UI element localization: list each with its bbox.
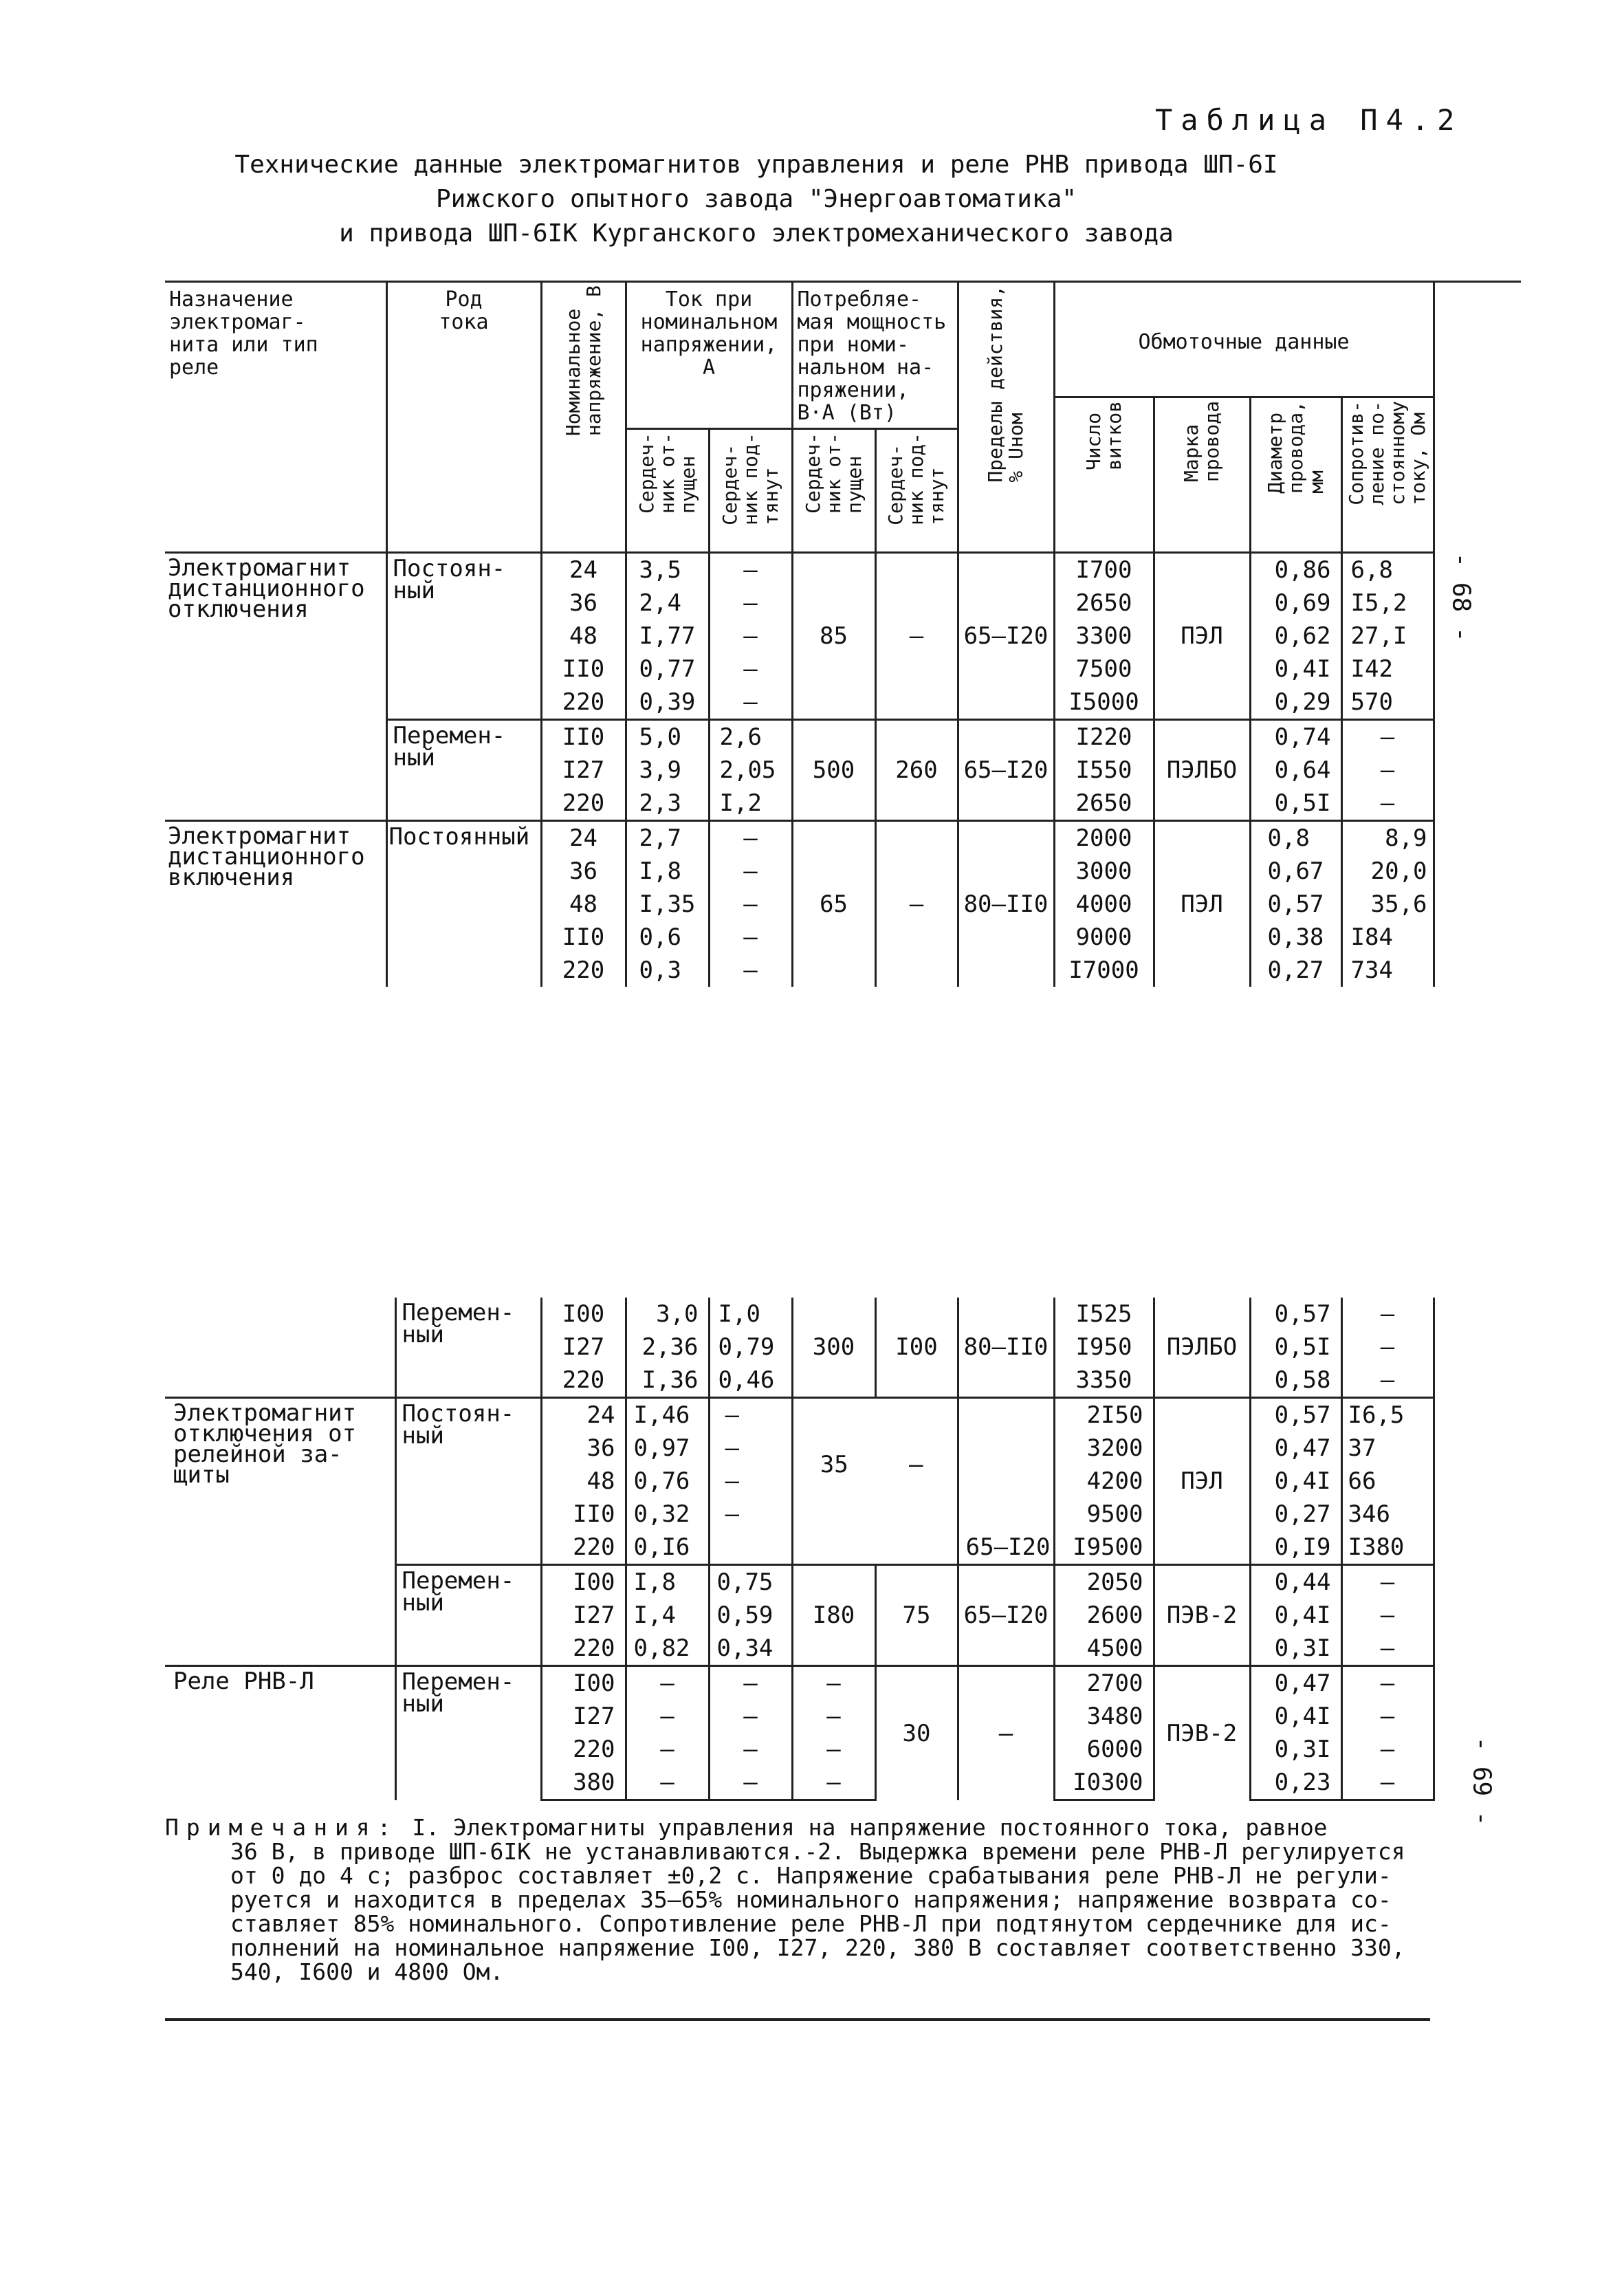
resistance-cell: 734 bbox=[1341, 954, 1434, 987]
diameter-cell: 0,27 bbox=[1250, 954, 1341, 987]
header-resistance: Сопротив- ление по- стоянному току, Ом bbox=[1341, 397, 1434, 553]
turns-cell: 2600 bbox=[1054, 1599, 1154, 1632]
table-row bbox=[165, 1298, 1521, 1331]
current-type-cell: Перемен- ный bbox=[395, 1298, 541, 1398]
header-power: Потребляе- мая мощность при номи- нальном на- пряжении, В·А (Вт) bbox=[792, 282, 958, 429]
current-type-cell: Постоян- ный bbox=[386, 553, 541, 720]
header-winding: Обмоточные данные bbox=[1054, 282, 1434, 397]
limits-cell: 65–I20 bbox=[958, 1565, 1054, 1666]
voltage-cell: I27 bbox=[541, 1599, 626, 1632]
current-open-cell: – bbox=[626, 1666, 709, 1701]
resistance-cell: I5,2 bbox=[1341, 587, 1434, 620]
power-pulled-cell: – bbox=[875, 1398, 958, 1531]
power-open-cell: I80 bbox=[792, 1565, 875, 1666]
voltage-cell: II0 bbox=[541, 653, 626, 686]
limits-cell: 65–I20 bbox=[958, 553, 1054, 720]
data-table-bottom bbox=[165, 1298, 1521, 1801]
turns-cell: 2650 bbox=[1054, 587, 1154, 620]
current-open-cell: – bbox=[626, 1733, 709, 1766]
diameter-cell: 0,29 bbox=[1250, 686, 1341, 720]
current-pulled-cell: – bbox=[709, 954, 792, 987]
current-open-cell: 0,82 bbox=[626, 1632, 709, 1666]
resistance-cell: – bbox=[1341, 1666, 1434, 1701]
diameter-cell: 0,5I bbox=[1250, 787, 1341, 821]
diameter-cell: 0,62 bbox=[1250, 620, 1341, 653]
turns-cell: 2700 bbox=[1054, 1666, 1154, 1701]
current-pulled-cell: 0,75 bbox=[709, 1565, 792, 1599]
current-pulled-cell: – bbox=[709, 1432, 792, 1465]
power-pulled-cell: – bbox=[875, 553, 958, 720]
turns-cell: I950 bbox=[1054, 1331, 1154, 1364]
resistance-cell: – bbox=[1341, 720, 1434, 754]
power-open-cell: – bbox=[792, 1766, 875, 1800]
voltage-cell: 24 bbox=[541, 821, 626, 855]
table-title bbox=[165, 148, 1348, 251]
voltage-cell: I27 bbox=[541, 754, 626, 787]
current-pulled-cell: – bbox=[709, 620, 792, 653]
turns-cell: I525 bbox=[1054, 1298, 1154, 1331]
current-pulled-cell: – bbox=[709, 553, 792, 587]
header-current-type: Род тока bbox=[386, 282, 541, 553]
current-open-cell: 5,0 bbox=[626, 720, 709, 754]
voltage-cell: II0 bbox=[541, 921, 626, 954]
diameter-cell: 0,4I bbox=[1250, 653, 1341, 686]
voltage-cell: 220 bbox=[541, 1364, 626, 1398]
wire-cell: ПЭВ-2 bbox=[1154, 1565, 1250, 1666]
note-line: от 0 до 4 с; разброс составляет ±0,2 с. Напряжение срабатывания реле РНВ-Л не регули- bbox=[230, 1862, 1392, 1889]
diameter-cell: 0,4I bbox=[1250, 1700, 1341, 1733]
note-line: руется и находится в пределах 35–65% номинального напряжения; напряжение возврата со- bbox=[230, 1886, 1392, 1913]
current-open-cell: 0,39 bbox=[626, 686, 709, 720]
diameter-cell: 0,27 bbox=[1250, 1498, 1341, 1531]
page-number-68: - 68 - bbox=[1447, 552, 1475, 642]
power-pulled-cell: 75 bbox=[875, 1565, 958, 1666]
turns-cell: I550 bbox=[1054, 754, 1154, 787]
current-open-cell: 3,0 bbox=[626, 1298, 709, 1331]
current-pulled-cell: – bbox=[709, 1733, 792, 1766]
current-pulled-cell: – bbox=[709, 1398, 792, 1432]
resistance-cell: 8,9 bbox=[1341, 821, 1434, 855]
diameter-cell: 0,69 bbox=[1250, 587, 1341, 620]
diameter-cell: 0,57 bbox=[1250, 1398, 1341, 1432]
current-open-cell: 0,32 bbox=[626, 1498, 709, 1531]
resistance-cell: 66 bbox=[1341, 1465, 1434, 1498]
resistance-cell: 37 bbox=[1341, 1432, 1434, 1465]
turns-cell: 2650 bbox=[1054, 787, 1154, 821]
current-pulled-cell: – bbox=[709, 821, 792, 855]
limits-cell: 65–I20 bbox=[958, 1531, 1054, 1565]
current-type-cell: Постоян- ный bbox=[395, 1398, 541, 1565]
current-open-cell: 0,97 bbox=[626, 1432, 709, 1465]
voltage-cell: I00 bbox=[541, 1565, 626, 1599]
wire-cell: ПЭЛ bbox=[1154, 553, 1250, 720]
turns-cell: 3200 bbox=[1054, 1432, 1154, 1465]
power-open-cell: 65 bbox=[792, 821, 875, 987]
current-open-cell: I,4 bbox=[626, 1599, 709, 1632]
limits-cell: 65–I20 bbox=[958, 720, 1054, 821]
wire-cell: ПЭЛ bbox=[1154, 1398, 1250, 1565]
limits-cell: – bbox=[958, 1666, 1054, 1800]
turns-cell: 7500 bbox=[1054, 653, 1154, 686]
voltage-cell: 24 bbox=[541, 1398, 626, 1432]
current-pulled-cell: 2,6 bbox=[709, 720, 792, 754]
table-row bbox=[165, 821, 1521, 855]
header-wire-brand: Марка провода bbox=[1154, 397, 1250, 553]
diameter-cell: 0,57 bbox=[1250, 888, 1341, 921]
diameter-cell: 0,8 bbox=[1250, 821, 1341, 855]
diameter-cell: 0,57 bbox=[1250, 1298, 1341, 1331]
current-open-cell: 0,77 bbox=[626, 653, 709, 686]
turns-cell: 4000 bbox=[1054, 888, 1154, 921]
turns-cell: 2I50 bbox=[1054, 1398, 1154, 1432]
power-open-cell: 500 bbox=[792, 720, 875, 821]
diameter-cell: 0,5I bbox=[1250, 1331, 1341, 1364]
turns-cell: I5000 bbox=[1054, 686, 1154, 720]
resistance-cell: – bbox=[1341, 1364, 1434, 1398]
current-pulled-cell: – bbox=[709, 653, 792, 686]
resistance-cell: – bbox=[1341, 1565, 1434, 1599]
voltage-cell: 48 bbox=[541, 620, 626, 653]
page-number-69: - 69 - bbox=[1467, 1736, 1496, 1826]
diameter-cell: 0,4I bbox=[1250, 1465, 1341, 1498]
current-pulled-cell: 0,46 bbox=[709, 1364, 792, 1398]
current-pulled-cell: 0,59 bbox=[709, 1599, 792, 1632]
diameter-cell: 0,3I bbox=[1250, 1733, 1341, 1766]
voltage-cell: II0 bbox=[541, 720, 626, 754]
turns-cell: 3350 bbox=[1054, 1364, 1154, 1398]
resistance-cell: – bbox=[1341, 754, 1434, 787]
resistance-cell: I380 bbox=[1341, 1531, 1434, 1565]
voltage-cell: 36 bbox=[541, 587, 626, 620]
header-power-open: Сердеч- ник от- пущен bbox=[792, 429, 875, 553]
voltage-cell: 48 bbox=[541, 888, 626, 921]
header-turns: Число витков bbox=[1054, 397, 1154, 553]
header-current: Ток при номинальном напряжении, А bbox=[626, 282, 792, 429]
voltage-cell: II0 bbox=[541, 1498, 626, 1531]
current-open-cell: 0,6 bbox=[626, 921, 709, 954]
voltage-cell: 220 bbox=[541, 1733, 626, 1766]
header-current-open: Сердеч- ник от- пущен bbox=[626, 429, 709, 553]
voltage-cell: 36 bbox=[541, 855, 626, 888]
diameter-cell: 0,44 bbox=[1250, 1565, 1341, 1599]
resistance-cell: 570 bbox=[1341, 686, 1434, 720]
header-current-pulled: Сердеч- ник под- тянут bbox=[709, 429, 792, 553]
resistance-cell: I84 bbox=[1341, 921, 1434, 954]
voltage-cell: 220 bbox=[541, 686, 626, 720]
current-pulled-cell: I,2 bbox=[709, 787, 792, 821]
current-open-cell: 2,4 bbox=[626, 587, 709, 620]
current-open-cell: – bbox=[626, 1766, 709, 1800]
voltage-cell: 380 bbox=[541, 1766, 626, 1800]
voltage-cell: 24 bbox=[541, 553, 626, 587]
voltage-cell: I00 bbox=[541, 1666, 626, 1701]
current-open-cell: 2,36 bbox=[626, 1331, 709, 1364]
resistance-cell: – bbox=[1341, 1298, 1434, 1331]
power-open-cell: 300 bbox=[792, 1298, 875, 1398]
note-text: I. Электромагниты управления на напряжение постоянного тока, равное bbox=[398, 1814, 1328, 1841]
current-pulled-cell: – bbox=[709, 1465, 792, 1498]
table-label: Таблица П4.2 bbox=[1155, 103, 1463, 137]
voltage-cell: 220 bbox=[541, 954, 626, 987]
resistance-cell: – bbox=[1341, 1733, 1434, 1766]
header-purpose: Назначение электромаг- нита или тип реле bbox=[165, 282, 386, 553]
resistance-cell: 346 bbox=[1341, 1498, 1434, 1531]
current-type-cell: Перемен- ный bbox=[386, 720, 541, 821]
power-open-cell: 85 bbox=[792, 553, 875, 720]
current-open-cell: 2,3 bbox=[626, 787, 709, 821]
diameter-cell: 0,47 bbox=[1250, 1432, 1341, 1465]
header-limits: Пределы действия, % Uном bbox=[958, 282, 1054, 553]
turns-cell: 2050 bbox=[1054, 1565, 1154, 1599]
power-pulled-cell: 260 bbox=[875, 720, 958, 821]
resistance-cell: 20,0 bbox=[1341, 855, 1434, 888]
current-pulled-cell: – bbox=[709, 1766, 792, 1800]
current-open-cell: 2,7 bbox=[626, 821, 709, 855]
current-open-cell: 3,5 bbox=[626, 553, 709, 587]
current-pulled-cell: – bbox=[709, 1700, 792, 1733]
power-pulled-cell: – bbox=[875, 821, 958, 987]
wire-cell: ПЭЛ bbox=[1154, 821, 1250, 987]
turns-cell: 4500 bbox=[1054, 1632, 1154, 1666]
current-pulled-cell bbox=[709, 1531, 792, 1565]
wire-cell: ПЭЛБО bbox=[1154, 1298, 1250, 1398]
diameter-cell: 0,64 bbox=[1250, 754, 1341, 787]
turns-cell: I9500 bbox=[1054, 1531, 1154, 1565]
diameter-cell: 0,4I bbox=[1250, 1599, 1341, 1632]
current-pulled-cell: I,0 bbox=[709, 1298, 792, 1331]
resistance-cell: 27,I bbox=[1341, 620, 1434, 653]
turns-cell: I700 bbox=[1054, 553, 1154, 587]
note-line bbox=[165, 1815, 1430, 1839]
diameter-cell: 0,74 bbox=[1250, 720, 1341, 754]
turns-cell: 3000 bbox=[1054, 855, 1154, 888]
current-open-cell: I,36 bbox=[626, 1364, 709, 1398]
purpose-cell: Реле РНВ-Л bbox=[165, 1666, 395, 1800]
note-line: полнений на номинальное напряжение I00, I27, 220, 380 В составляет соответственно 330, bbox=[230, 1934, 1405, 1961]
power-open-cell-empty bbox=[792, 1531, 875, 1565]
voltage-cell: I00 bbox=[541, 1298, 626, 1331]
diameter-cell: 0,86 bbox=[1250, 553, 1341, 587]
data-table-top bbox=[165, 281, 1521, 987]
limits-cell-empty bbox=[958, 1398, 1054, 1531]
table-row bbox=[165, 553, 1521, 587]
voltage-cell: I27 bbox=[541, 1700, 626, 1733]
turns-cell: 9500 bbox=[1054, 1498, 1154, 1531]
voltage-cell: 220 bbox=[541, 787, 626, 821]
diameter-cell: 0,I9 bbox=[1250, 1531, 1341, 1565]
purpose-cell-empty bbox=[165, 1298, 395, 1398]
voltage-cell: I27 bbox=[541, 1331, 626, 1364]
current-type-cell: Постоянный bbox=[386, 821, 541, 987]
wire-cell: ПЭВ-2 bbox=[1154, 1666, 1250, 1800]
resistance-cell: – bbox=[1341, 787, 1434, 821]
resistance-cell: I6,5 bbox=[1341, 1398, 1434, 1432]
current-open-cell: I,8 bbox=[626, 1565, 709, 1599]
limits-cell: 80–II0 bbox=[958, 1298, 1054, 1398]
power-pulled-cell-empty bbox=[875, 1531, 958, 1565]
current-open-cell: 0,76 bbox=[626, 1465, 709, 1498]
purpose-cell: Электромагнит отключения от релейной за- щиты bbox=[165, 1398, 395, 1666]
turns-cell: 4200 bbox=[1054, 1465, 1154, 1498]
bottom-rule bbox=[165, 2018, 1430, 2021]
turns-cell: 3480 bbox=[1054, 1700, 1154, 1733]
voltage-cell: 220 bbox=[541, 1531, 626, 1565]
turns-cell: I0300 bbox=[1054, 1766, 1154, 1800]
diameter-cell: 0,23 bbox=[1250, 1766, 1341, 1800]
resistance-cell: – bbox=[1341, 1632, 1434, 1666]
diameter-cell: 0,3I bbox=[1250, 1632, 1341, 1666]
power-open-cell: – bbox=[792, 1733, 875, 1766]
current-pulled-cell: 2,05 bbox=[709, 754, 792, 787]
resistance-cell: 35,6 bbox=[1341, 888, 1434, 921]
title-line: Рижского опытного завода "Энергоавтоматика" bbox=[436, 185, 1077, 213]
current-type-cell: Перемен- ный bbox=[395, 1666, 541, 1800]
diameter-cell: 0,58 bbox=[1250, 1364, 1341, 1398]
voltage-cell: 48 bbox=[541, 1465, 626, 1498]
turns-cell: I220 bbox=[1054, 720, 1154, 754]
current-pulled-cell: 0,34 bbox=[709, 1632, 792, 1666]
power-open-cell: – bbox=[792, 1700, 875, 1733]
notes-block bbox=[165, 1815, 1430, 1984]
resistance-cell: 6,8 bbox=[1341, 553, 1434, 587]
resistance-cell: – bbox=[1341, 1599, 1434, 1632]
note-line: 540, I600 и 4800 Ом. bbox=[230, 1958, 504, 1985]
power-open-cell: 35 bbox=[792, 1398, 875, 1531]
turns-cell: 9000 bbox=[1054, 921, 1154, 954]
turns-cell: I7000 bbox=[1054, 954, 1154, 987]
turns-cell: 3300 bbox=[1054, 620, 1154, 653]
current-pulled-cell: – bbox=[709, 1666, 792, 1701]
limits-cell: 80–II0 bbox=[958, 821, 1054, 987]
table-row bbox=[165, 1666, 1521, 1701]
current-open-cell: I,35 bbox=[626, 888, 709, 921]
diameter-cell: 0,38 bbox=[1250, 921, 1341, 954]
purpose-cell: Электромагнит дистанционного отключения bbox=[165, 553, 386, 821]
current-open-cell: I,46 bbox=[626, 1398, 709, 1432]
current-open-cell: 0,3 bbox=[626, 954, 709, 987]
header-diameter: Диаметр провода, мм bbox=[1250, 397, 1341, 553]
turns-cell: 6000 bbox=[1054, 1733, 1154, 1766]
resistance-cell: – bbox=[1341, 1700, 1434, 1733]
header-voltage: Номинальное напряжение, В bbox=[541, 282, 626, 553]
turns-cell: 2000 bbox=[1054, 821, 1154, 855]
current-pulled-cell: 0,79 bbox=[709, 1331, 792, 1364]
note-line: 36 В, в приводе ШП-6IК не устанавливаются.-2. Выдержка времени реле РНВ-Л регулируется bbox=[230, 1838, 1405, 1865]
voltage-cell: 220 bbox=[541, 1632, 626, 1666]
power-pulled-cell: 30 bbox=[875, 1666, 958, 1800]
current-type-cell: Перемен- ный bbox=[395, 1565, 541, 1666]
resistance-cell: I42 bbox=[1341, 653, 1434, 686]
purpose-cell: Электромагнит дистанционного включения bbox=[165, 821, 386, 987]
current-open-cell: 0,I6 bbox=[626, 1531, 709, 1565]
current-pulled-cell: – bbox=[709, 888, 792, 921]
current-open-cell: 3,9 bbox=[626, 754, 709, 787]
title-line: Технические данные электромагнитов управления и реле РНВ привода ШП-6I bbox=[234, 151, 1278, 179]
current-pulled-cell: – bbox=[709, 587, 792, 620]
current-pulled-cell: – bbox=[709, 855, 792, 888]
resistance-cell: – bbox=[1341, 1766, 1434, 1800]
power-open-cell: – bbox=[792, 1666, 875, 1701]
wire-cell: ПЭЛБО bbox=[1154, 720, 1250, 821]
table-row bbox=[165, 1398, 1521, 1432]
voltage-cell: 36 bbox=[541, 1432, 626, 1465]
diameter-cell: 0,67 bbox=[1250, 855, 1341, 888]
current-pulled-cell: – bbox=[709, 1498, 792, 1531]
current-open-cell: – bbox=[626, 1700, 709, 1733]
power-pulled-cell: I00 bbox=[875, 1298, 958, 1398]
note-label: Примечания: bbox=[165, 1814, 399, 1841]
current-pulled-cell: – bbox=[709, 921, 792, 954]
resistance-cell: – bbox=[1341, 1331, 1434, 1364]
header-power-pulled: Сердеч- ник под- тянут bbox=[875, 429, 958, 553]
current-pulled-cell: – bbox=[709, 686, 792, 720]
current-open-cell: I,77 bbox=[626, 620, 709, 653]
diameter-cell: 0,47 bbox=[1250, 1666, 1341, 1701]
current-open-cell: I,8 bbox=[626, 855, 709, 888]
title-line: и привода ШП-6IК Курганского электромеханического завода bbox=[339, 219, 1174, 248]
note-line: ставляет 85% номинального. Сопротивление реле РНВ-Л при подтянутом сердечнике для ис- bbox=[230, 1910, 1392, 1937]
